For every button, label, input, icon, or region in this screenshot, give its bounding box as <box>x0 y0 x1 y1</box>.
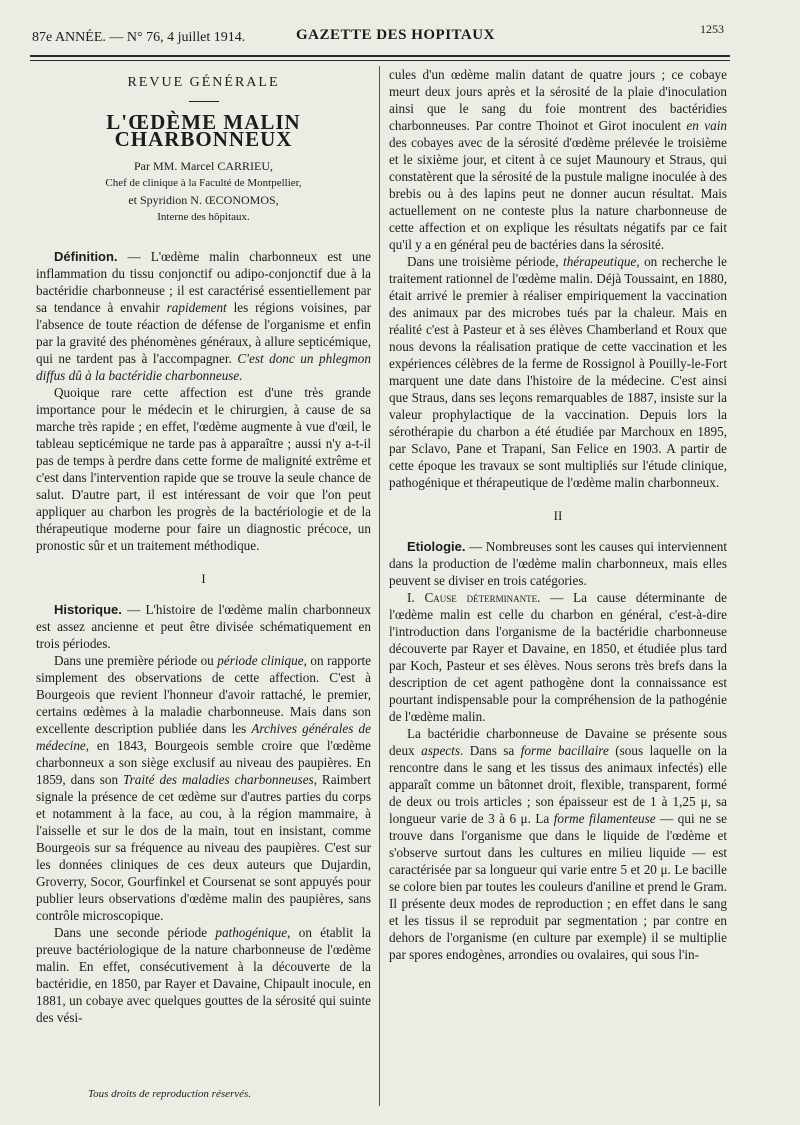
header-rule-thin <box>30 60 730 61</box>
copyright-footer: Tous droits de reproduction réservés. <box>88 1088 252 1100</box>
left-column <box>36 66 371 1026</box>
etiology-paragraph: Etiologie. — Nombreuses sont les causes qui interviennent dans la production de l'œdème malin charbonneux, mais elles peuvent se diviser en trois catégories. <box>389 539 727 588</box>
author-block <box>36 158 371 226</box>
pathogenic-period-paragraph: Dans une seconde période pathogénique, on établit la preuve bactériologique de la nature charbonneuse de l'œdème malin. En effet, consécutivement à la découverte de la bactéridie, en 1850, par Rayer et Davaine, Chipault inocule, en 1881, un cobaye avec quelques gouttes de la sérosité qui suinte des vési- <box>36 925 371 1025</box>
history-heading: Historique. <box>54 602 122 617</box>
cause-paragraph: I. Cause déterminante. — La cause déterminante de l'œdème malin est celle du charbon en général, c'est-à-dire l'introduction dans l'organisme de la bactéridie charbonneuse découverte par Rayer et Davaine, en 1850, et étudiée plus tard par Koch, Pasteur et ses élèves. Nous serons très brefs dans la description de cet agent pathogène dont la connaissance est pourtant indispensable pour la compréhension de la pathogénie de l'œdème malin. <box>389 590 727 724</box>
issue-info: 87e ANNÉE. — N° 76, 4 juillet 1914. <box>32 30 246 45</box>
right-column <box>389 66 727 963</box>
cause-heading: Cause déterminante. <box>424 590 541 605</box>
section-number: II <box>553 508 563 523</box>
clinical-period-paragraph: Dans une première période ou période clinique, on rapporte simplement des observations de cette affection. C'est à Bourgeois que revient l'honneur d'avoir rattaché, le premier, certains œdèmes à la maladie charbonneuse. Mais dans son excellente description publiée dans les Archives générales de médecine, en 1843, Bourgeois semble croire que l'œdème charbonneux a son siège exclusif au niveau des paupières. En 1859, dans son Traité des maladies charbonneuses, Raimbert signale la présence de cet œdème sur d'autres parties du corps et notamment à la face, au cou, à la région mammaire, à l'aisselle et sur le dos de la main, tout en insistant, comme Bourgeois sur sa fréquence au niveau des paupières. C'est sur les données cliniques de ces deux auteurs que Dujardin, Groverry, Socor, Gourfinkel et Coursenat se sont appuyés pour publier leurs observations d'œdème malin des paupières, sans contrôle microscopique. <box>36 653 372 923</box>
author-affiliation: Interne des hôpitaux. <box>157 211 250 223</box>
title-divider <box>189 101 219 102</box>
section-kicker: REVUE GÉNÉRALE <box>127 75 280 90</box>
bacteridie-paragraph: La bactéridie charbonneuse de Davaine se présente sous deux aspects. Dans sa forme bacillaire (sous laquelle on la rencontre dans le sang et les tissus des animaux infectés) elle apparaît comme un bâtonnet droit, flexible, transparent, formé de deux ou trois articles ; son épaisseur est de 1 à 1,25 μ, sa longueur varie de 3 à 6 μ. La forme filamenteuse — qui ne se trouve dans l'organisme que dans le liquide de l'œdème et s'observe surtout dans les cultures en milieu liquide — est caractérisée par sa longueur qui varie entre 5 et 20 μ. Le bacille se colore bien par toutes les couleurs d'aniline et prend le Gram. Il présente deux modes de reproduction ; en effet dans le sang et les tissus il se reproduit par segmentation ; par contre en dehors de l'organisme (en culture par exemple) il se multiplie par spores endogènes, arrondies ou ovalaires, qui sous l'in- <box>389 726 727 962</box>
author-line: Par MM. Marcel CARRIEU, <box>134 159 273 173</box>
continuation-paragraph: cules d'un œdème malin datant de quatre jours ; ce cobaye meurt deux jours après et la sérosité de la plaie d'inoculation ainsi que le sang du foie montrent des bactéridies charbonneuses. Par contre Thoinot et Girot inoculent en vain des cobayes avec de la sérosité d'œdème prélevée le troisième et le sixième jour, et citent à ce sujet Maunoury et Straus, qui constatèrent que la sérosité de la pustule maligne inoculée à des brebis ou à des lapins peut ne donner aucun résultat. Mais actuellement on ne conteste plus la nature charbonneuse de cette affection et on explique les résultats négatifs par ce fait qu'il y a en général peu de bactéries dans la sérosité. <box>389 67 728 252</box>
importance-paragraph: Quoique rare cette affection est d'une très grande importance pour le médecin et le chirurgien, à cause de sa marche très rapide ; en effet, l'œdème augmente à vue d'œil, le tableau septicémique ne tarde pas à apparaître ; aussi n'y a-t-il pas de temps à perdre dans cette forme de malignité extrême et c'est dans l'intervention rapide que se trouve la seule chance de salut. D'autre part, il est intéressant de voir que l'on peut appliquer au charbon les progrès de la bactériologie et de la thérapeutique moderne pour faire un diagnostic précoce, un pronostic sûr et un traitement méthodique. <box>36 385 371 553</box>
history-paragraph: Historique. — L'histoire de l'œdème malin charbonneux est assez ancienne et peut être divisée schématiquement en trois périodes. <box>36 602 371 651</box>
etiology-heading: Etiologie. <box>407 539 466 554</box>
definition-heading: Définition. <box>54 249 118 264</box>
definition-paragraph: Définition. — L'œdème malin charbonneux est une inflammation du tissu conjonctif ou adipo-conjonctif due à la bactéridie charbonneuse ; il est caractérisé essentiellement par sa tendance à envahir rapidement les régions voisines, par l'absence de toute réaction de défense de l'organisme et enfin par la gravité des phénomènes généraux, à allure septicémique, qui ne tardent pas à l'accompagner. C'est donc un phlegmon diffus dû à la bactéridie charbonneuse. <box>36 249 371 383</box>
journal-name: GAZETTE DES HOPITAUX <box>296 27 495 43</box>
author-affiliation: Chef de clinique à la Faculté de Montpellier, <box>105 177 302 189</box>
author-line: et Spyridion N. ŒCONOMOS, <box>128 193 279 207</box>
page-header <box>30 22 730 44</box>
section-number: I <box>201 571 206 586</box>
therapeutic-period-paragraph: Dans une troisième période, thérapeutique, on recherche le traitement rationnel de l'œdème malin. Déjà Toussaint, en 1880, était arrivé le premier à réaliser empiriquement la vaccination des animaux par des microbes tués par la chaleur. Mais en réalité c'est à Pasteur et à ses élèves Chamberland et Roux que nous devons la réalisation pratique de cette vaccination et les expériences célèbres de la ferme de Rossignol à Pouilly-le-Fort marquent une date dans l'histoire de la médecine. C'est ainsi que Straus, dans ses leçons remarquables de 1887, insiste sur la valeur prophylactique de la vaccination. Depuis lors la sérothérapie du charbon a été étudiée par Marchoux en 1895, par Sclavo, Pane et Trapani, San Felice en 1903. A partir de cette époque les travaux se sont multipliés sur l'étude clinique, pathogénique et thérapeutique de l'œdème malin charbonneux. <box>389 254 727 490</box>
page-number: 1253 <box>700 22 724 36</box>
column-divider <box>379 66 380 1106</box>
article-title: L'ŒDÈME MALIN CHARBONNEUX <box>106 110 301 151</box>
header-rule-thick <box>30 55 730 57</box>
